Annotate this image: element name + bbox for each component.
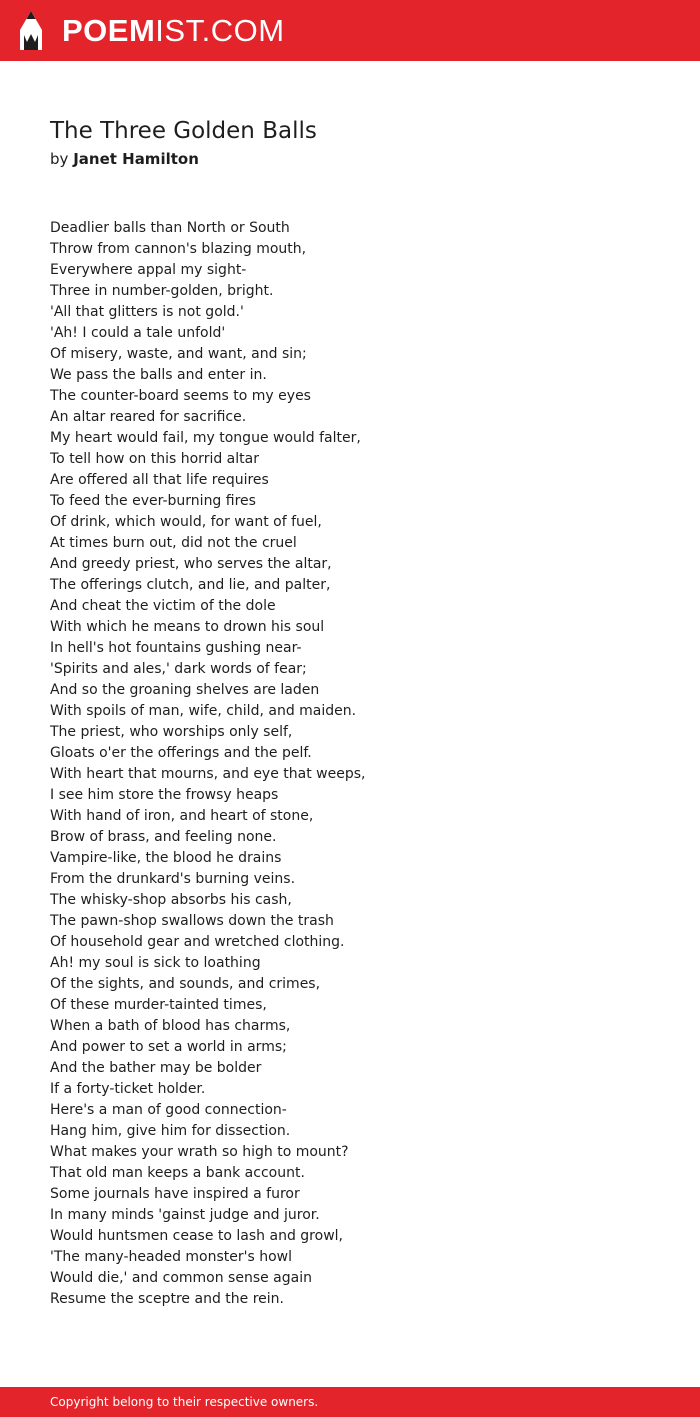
poem-line: The priest, who worships only self, bbox=[50, 724, 293, 740]
poem-line: Would die,' and common sense again bbox=[50, 1270, 312, 1286]
brand-name-strong: POEM bbox=[62, 13, 156, 48]
poem-line: Here's a man of good connection- bbox=[50, 1102, 287, 1118]
site-footer bbox=[0, 1387, 700, 1417]
poem-line: Resume the sceptre and the rein. bbox=[50, 1291, 284, 1307]
poem-line: Of household gear and wretched clothing. bbox=[50, 934, 345, 950]
poem-line: To feed the ever-burning fires bbox=[50, 493, 256, 509]
poem-line: Throw from cannon's blazing mouth, bbox=[50, 241, 307, 257]
poem-line: With spoils of man, wife, child, and maiden. bbox=[50, 703, 357, 719]
poem-line: And the bather may be bolder bbox=[50, 1060, 262, 1076]
poem-line: Gloats o'er the offerings and the pelf. bbox=[50, 745, 312, 761]
poem-line: And so the groaning shelves are laden bbox=[50, 682, 320, 698]
poem-line: The offerings clutch, and lie, and palter, bbox=[50, 577, 331, 593]
poem-line: With heart that mourns, and eye that weeps, bbox=[50, 766, 366, 782]
poem-line: Deadlier balls than North or South bbox=[50, 220, 290, 236]
poem-line: In many minds 'gainst judge and juror. bbox=[50, 1207, 320, 1223]
poem-line: With which he means to drown his soul bbox=[50, 619, 325, 635]
byline bbox=[50, 148, 199, 170]
poem-line: And power to set a world in arms; bbox=[50, 1039, 287, 1055]
poem-line: Of drink, which would, for want of fuel, bbox=[50, 514, 322, 530]
poem-line: My heart would fail, my tongue would falter, bbox=[50, 430, 361, 446]
poem-line: I see him store the frowsy heaps bbox=[50, 787, 279, 803]
poem-line: At times burn out, did not the cruel bbox=[50, 535, 297, 551]
poem-line: And cheat the victim of the dole bbox=[50, 598, 276, 614]
poem-line: What makes your wrath so high to mount? bbox=[50, 1144, 349, 1160]
brand-name bbox=[62, 10, 285, 52]
poem-body bbox=[50, 218, 365, 1310]
poem-line: Three in number-golden, bright. bbox=[50, 283, 274, 299]
poem-line: The counter-board seems to my eyes bbox=[50, 388, 311, 404]
poem-line: If a forty-ticket holder. bbox=[50, 1081, 206, 1097]
poem-line: With hand of iron, and heart of stone, bbox=[50, 808, 314, 824]
poem-line: When a bath of blood has charms, bbox=[50, 1018, 291, 1034]
poem-title: The Three Golden Balls bbox=[50, 118, 317, 144]
poem-line: The pawn-shop swallows down the trash bbox=[50, 913, 334, 929]
poem-line: Everywhere appal my sight- bbox=[50, 262, 247, 278]
poem-line: Vampire-like, the blood he drains bbox=[50, 850, 282, 866]
author-name: Janet Hamilton bbox=[73, 150, 199, 168]
poem-line: Ah! my soul is sick to loathing bbox=[50, 955, 261, 971]
poem-line: An altar reared for sacrifice. bbox=[50, 409, 247, 425]
pencil-icon bbox=[18, 10, 44, 52]
poem-line: Of the sights, and sounds, and crimes, bbox=[50, 976, 321, 992]
poem-line: 'All that glitters is not gold.' bbox=[50, 304, 244, 320]
poem-line: Some journals have inspired a furor bbox=[50, 1186, 300, 1202]
site-header bbox=[0, 0, 700, 61]
poem-line: That old man keeps a bank account. bbox=[50, 1165, 305, 1181]
poem-line: The whisky-shop absorbs his cash, bbox=[50, 892, 292, 908]
poem-line: From the drunkard's burning veins. bbox=[50, 871, 296, 887]
poem-line: 'Spirits and ales,' dark words of fear; bbox=[50, 661, 307, 677]
poem-line: And greedy priest, who serves the altar, bbox=[50, 556, 332, 572]
poem-line: 'The many-headed monster's howl bbox=[50, 1249, 293, 1265]
poem-line: Hang him, give him for dissection. bbox=[50, 1123, 291, 1139]
copyright-notice: Copyright belong to their respective owners. bbox=[50, 1395, 319, 1409]
poem-line: Brow of brass, and feeling none. bbox=[50, 829, 277, 845]
poem-line: Are offered all that life requires bbox=[50, 472, 269, 488]
poem-line: To tell how on this horrid altar bbox=[50, 451, 259, 467]
site-logo-link[interactable] bbox=[18, 10, 285, 52]
byline-prefix: by bbox=[50, 150, 69, 168]
poem-line: Would huntsmen cease to lash and growl, bbox=[50, 1228, 343, 1244]
poem-line: Of misery, waste, and want, and sin; bbox=[50, 346, 307, 362]
poem-line: Of these murder-tainted times, bbox=[50, 997, 267, 1013]
poem-line: In hell's hot fountains gushing near- bbox=[50, 640, 302, 656]
poem-line: We pass the balls and enter in. bbox=[50, 367, 267, 383]
poem-line: 'Ah! I could a tale unfold' bbox=[50, 325, 226, 341]
brand-name-light: IST.COM bbox=[155, 13, 285, 48]
